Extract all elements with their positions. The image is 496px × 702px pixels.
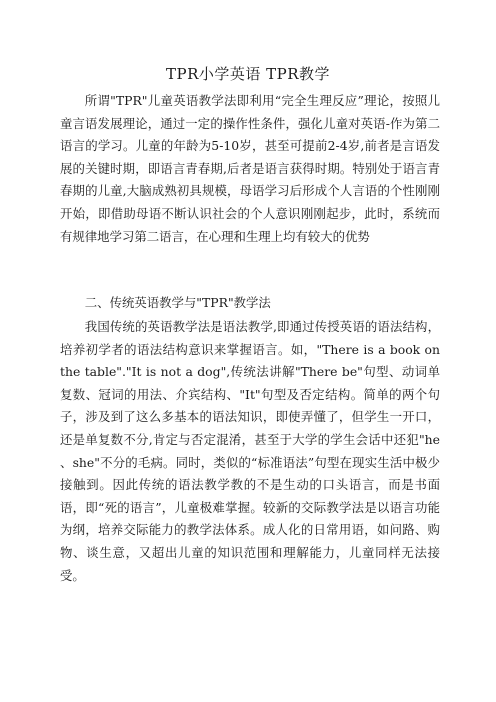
section-heading: 二、传统英语教学与"TPR"教学法 [84,295,271,310]
document-title: TPR小学英语 TPR教学 [165,65,331,83]
paragraph-intro: 所谓"TPR"儿童英语教学法即利用“完全生理反应”理论，按照儿童言语发展理论，通过一定的操作性条件，强化儿童对英语-作为第二语言的学习。儿童的年龄为5-10岁，甚至可提前2-4岁,前者是言语发展的关键时期，即语言青春期,后者是语言获得时期。特别处于语言青春期的儿童,大脑成熟初具规模，母语学习后形成个人言语的个性刚刚开始，即借助母语不断认识社会的个人意识刚刚起步，此时，系统而有规律地学习第二语言，在心理和生理上均有较大的优势 [60,93,440,244]
paragraph-traditional-method: 我国传统的英语教学法是语法教学,即通过传授英语的语法结构，培养初学者的语法结构意识来掌握语言。如，"There is a book on the table"."It is not a dog",传统法讲解"There be"句型、动词单复数、冠词的用法、介宾结构、"It"句型及否定结构。简单的两个句子，涉及到了这么多基本的语法知识，即使弄懂了，但学生一开口，还是单复数不分,肯定与否定混淆，甚至于大学的学生会话中还犯"he 、she"不分的毛病。同时，类似的“标准语法”句型在现实生活中极少接触到。因此传统的语法教学教的不是生动的口头语言，而是书面语，即“死的语言”，儿童极难掌握。较新的交际教学法是以语言功能为纲，培养交际能力的教学法体系。成人化的日常用语，如问路、购物、谈生意，又超出儿童的知识范围和理解能力，儿童同样无法接受。 [60,319,440,583]
